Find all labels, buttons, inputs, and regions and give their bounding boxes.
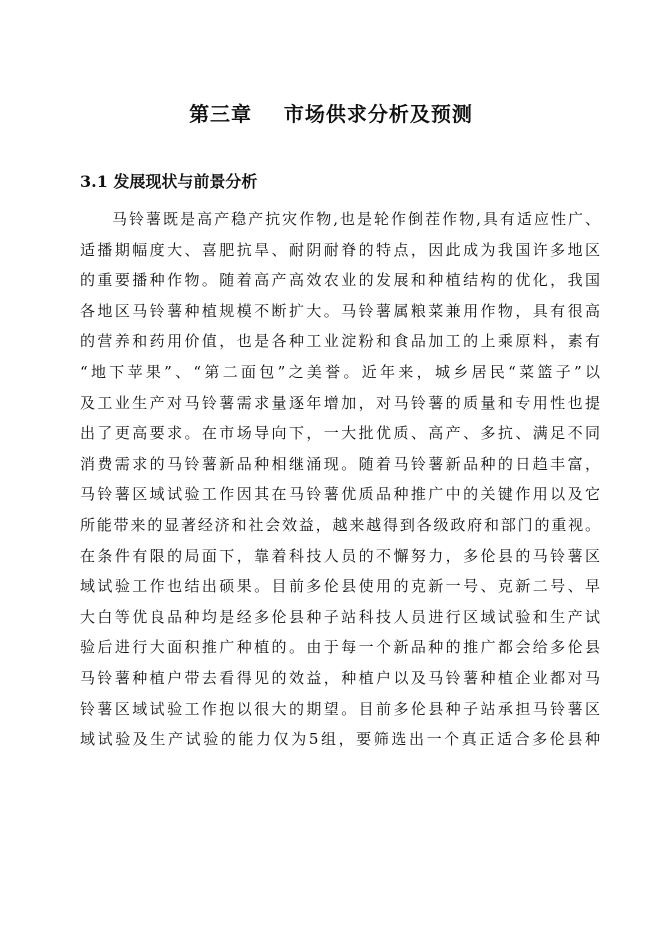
paragraph-line: 大白等优良品种均是经多伦县种子站科技人员进行区域试验和生产试 xyxy=(80,607,600,626)
paragraph-line: 在条件有限的局面下，靠着科技人员的不懈努力，多伦县的马铃薯区 xyxy=(80,546,600,565)
chapter-title: 第三章 市场供求分析及预测 xyxy=(189,102,473,126)
paragraph-line: 域试验工作也结出硕果。目前多伦县使用的克新一号、克新二号、早 xyxy=(80,577,600,596)
paragraph-line: 的营养和药用价值，也是各种工业淀粉和食品加工的上乘原料，素有 xyxy=(80,332,600,351)
body-paragraph xyxy=(80,204,600,755)
section-heading: 3.1 发展现状与前景分析 xyxy=(80,172,258,191)
paragraph-line: 的重要播种作物。随着高产高效农业的发展和种植结构的优化，我国 xyxy=(80,271,600,290)
paragraph-line: 所能带来的显著经济和社会效益，越来越得到各级政府和部门的重视。 xyxy=(80,515,600,534)
paragraph-line: 出了更高要求。在市场导向下，一大批优质、高产、多抗、满足不同 xyxy=(80,424,600,443)
paragraph-line: 验后进行大面积推广种植的。由于每一个新品种的推广都会给多伦县 xyxy=(80,638,600,657)
paragraph-line: 马铃薯既是高产稳产抗灾作物,也是轮作倒茬作物,具有适应性广、 xyxy=(112,210,600,228)
paragraph-line: 适播期幅度大、喜肥抗旱、耐阴耐脊的特点，因此成为我国许多地区 xyxy=(80,240,600,259)
paragraph-line: 马铃薯种植户带去看得见的效益，种植户以及马铃薯种植企业都对马 xyxy=(80,668,600,687)
paragraph-line: “地下苹果”、“第二面包”之美誉。近年来，城乡居民“菜篮子”以 xyxy=(80,362,600,381)
paragraph-line: 马铃薯区域试验工作因其在马铃薯优质品种推广中的关键作用以及它 xyxy=(80,485,600,504)
paragraph-line: 铃薯区域试验工作抱以很大的期望。目前多伦县种子站承担马铃薯区 xyxy=(80,699,600,718)
paragraph-line: 各地区马铃薯种植规模不断扩大。马铃薯属粮菜兼用作物，具有很高 xyxy=(80,301,600,320)
paragraph-line: 消费需求的马铃薯新品种相继涌现。随着马铃薯新品种的日趋丰富， xyxy=(80,454,600,473)
paragraph-line: 及工业生产对马铃薯需求量逐年增加，对马铃薯的质量和专用性也提 xyxy=(80,393,600,412)
paragraph-line: 域试验及生产试验的能力仅为5组，要筛选出一个真正适合多伦县种 xyxy=(80,730,600,749)
